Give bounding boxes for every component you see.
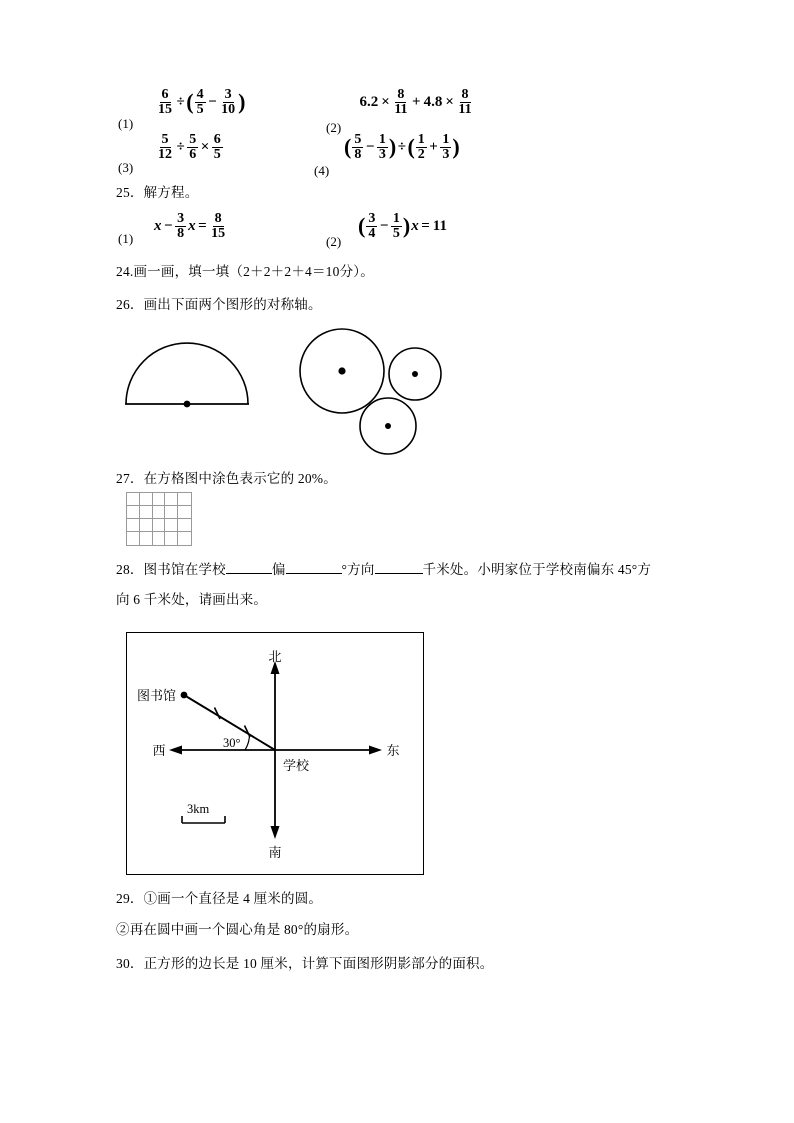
numerator: 3 xyxy=(177,211,185,226)
denominator: 5 xyxy=(196,102,204,118)
equals-op: = xyxy=(198,218,207,235)
grid-cell[interactable] xyxy=(165,493,178,506)
divide-op: ÷ xyxy=(176,139,185,156)
left-paren-2: ( xyxy=(407,133,415,159)
grid-cell[interactable] xyxy=(178,532,191,545)
fraction-3-8 xyxy=(175,212,186,242)
problem-24-heading: 24.画一画，填一填（2＋2＋2＋4＝10分）。 xyxy=(116,264,374,279)
numerator: 1 xyxy=(442,132,450,147)
right-paren-2: ) xyxy=(452,133,460,159)
grid-cell[interactable] xyxy=(153,519,166,532)
equals-op: = xyxy=(421,218,430,235)
denominator: 10 xyxy=(221,102,236,118)
label-east: 东 xyxy=(386,743,400,758)
numerator: 6 xyxy=(161,87,169,102)
denominator: 4 xyxy=(368,226,376,242)
denominator: 5 xyxy=(392,226,400,242)
problem-30-line1: 30．正方形的边长是 10 厘米，计算下面图形阴影部分的面积。 xyxy=(116,956,494,971)
compass-diagram xyxy=(126,632,424,875)
problem-25-heading: 25．解方程。 xyxy=(116,185,199,200)
numerator: 1 xyxy=(417,132,425,147)
fraction-8-11-a xyxy=(392,88,409,118)
problem-28-line1 xyxy=(116,560,651,580)
fraction-1-2 xyxy=(416,133,427,163)
right-paren: ) xyxy=(402,212,411,238)
label-south: 南 xyxy=(268,845,282,860)
figure-semicircle xyxy=(118,340,258,420)
denominator: 2 xyxy=(417,147,425,163)
numerator: 8 xyxy=(461,87,469,102)
denominator: 5 xyxy=(213,147,221,163)
variable-x: x xyxy=(154,218,162,235)
grid-cell[interactable] xyxy=(127,493,140,506)
problem-26-heading: 26．画出下面两个图形的对称轴。 xyxy=(116,297,322,312)
right-paren-1: ) xyxy=(388,133,397,159)
fraction-4-5 xyxy=(195,88,206,118)
p28-text-4: 千米处。小明家位于学校南偏东 45°方 xyxy=(422,562,652,577)
numerator: 8 xyxy=(397,87,405,102)
grid-cell[interactable] xyxy=(127,519,140,532)
numerator: 5 xyxy=(354,132,362,147)
decimal-6-2: 6.2 xyxy=(359,94,379,111)
grid-cell[interactable] xyxy=(140,519,153,532)
denominator: 11 xyxy=(394,102,408,118)
left-paren: ( xyxy=(358,212,366,238)
expression-4 xyxy=(344,133,460,163)
fraction-5-12 xyxy=(156,133,174,163)
label-school: 学校 xyxy=(283,758,310,773)
divide-op: ÷ xyxy=(176,94,185,111)
grid-cell[interactable] xyxy=(178,519,191,532)
p28-text-1: 28．图书馆在学校 xyxy=(116,562,226,577)
fraction-6-5 xyxy=(212,133,223,163)
label-north: 北 xyxy=(268,649,282,664)
grid-cell[interactable] xyxy=(165,532,178,545)
p28-text-2: 偏 xyxy=(271,562,286,577)
fraction-1-3-a xyxy=(377,133,388,163)
eq-label-1: (1) xyxy=(118,231,134,246)
numerator: 4 xyxy=(196,87,204,102)
minus-op: − xyxy=(208,94,217,111)
expr-label-1: (1) xyxy=(118,116,134,131)
denominator: 8 xyxy=(177,226,185,242)
equation-2 xyxy=(358,212,448,242)
left-paren: ( xyxy=(186,88,194,114)
numerator: 1 xyxy=(392,211,400,226)
blank-direction-2[interactable] xyxy=(286,560,342,574)
expr-label-3: (3) xyxy=(118,160,134,175)
expression-1 xyxy=(155,88,245,118)
fraction-1-5 xyxy=(391,212,402,242)
label-scale: 3km xyxy=(187,802,210,816)
fraction-5-8 xyxy=(352,133,363,163)
expr-label-4: (4) xyxy=(314,163,330,178)
grid-cell[interactable] xyxy=(153,506,166,519)
denominator: 8 xyxy=(354,147,362,163)
blank-direction-1[interactable] xyxy=(226,560,272,574)
minus-op: − xyxy=(365,139,375,156)
grid-cell[interactable] xyxy=(165,519,178,532)
denominator: 3 xyxy=(378,147,386,163)
fraction-6-15 xyxy=(156,88,174,118)
variable-x-2: x xyxy=(188,218,196,235)
grid-cell[interactable] xyxy=(153,532,166,545)
expression-3 xyxy=(155,133,224,163)
numerator: 8 xyxy=(214,211,222,226)
fraction-8-15 xyxy=(209,212,227,242)
denominator: 12 xyxy=(158,147,172,163)
p28-text-3: °方向 xyxy=(341,562,375,577)
minus-op: − xyxy=(164,218,173,235)
fraction-3-4 xyxy=(366,212,377,242)
grid-cell[interactable] xyxy=(178,493,191,506)
left-paren-1: ( xyxy=(344,133,352,159)
fraction-3-10 xyxy=(219,88,237,118)
expression-2 xyxy=(358,88,475,118)
multiply-op: × xyxy=(200,139,210,156)
grid-cell[interactable] xyxy=(127,532,140,545)
fraction-5-6 xyxy=(187,133,198,163)
fraction-1-3-b xyxy=(440,133,451,163)
figure-three-circles xyxy=(296,326,456,466)
plus-op: + xyxy=(412,94,421,111)
blank-distance[interactable] xyxy=(375,560,423,574)
label-library: 图书馆 xyxy=(137,688,177,703)
numerator: 5 xyxy=(189,132,197,147)
equation-1 xyxy=(153,212,228,242)
grid-cell[interactable] xyxy=(140,532,153,545)
minus-op: − xyxy=(379,218,389,235)
multiply-op-2: × xyxy=(445,94,454,111)
grid-cell[interactable] xyxy=(153,493,166,506)
grid-cell[interactable] xyxy=(140,493,153,506)
grid-cell[interactable] xyxy=(127,506,140,519)
problem-27-heading: 27．在方格图中涂色表示它的 20%。 xyxy=(116,471,337,486)
plus-op: + xyxy=(429,139,438,156)
denominator: 3 xyxy=(442,147,450,163)
numerator: 3 xyxy=(224,87,232,102)
grid-cell[interactable] xyxy=(165,506,178,519)
denominator: 15 xyxy=(158,102,172,118)
eq-label-2: (2) xyxy=(326,234,342,249)
problem-29-line2: ②再在圆中画一个圆心角是 80°的扇形。 xyxy=(116,922,359,937)
label-angle: 30° xyxy=(223,736,241,750)
grid-cell[interactable] xyxy=(140,506,153,519)
problem-28-line2: 向 6 千米处，请画出来。 xyxy=(116,592,268,607)
numerator: 1 xyxy=(378,132,386,147)
multiply-op: × xyxy=(381,94,390,111)
decimal-4-8: 4.8 xyxy=(423,94,443,111)
denominator: 11 xyxy=(458,102,472,118)
divide-op: ÷ xyxy=(397,139,406,156)
rhs-value: 11 xyxy=(432,218,447,235)
expr-label-2: (2) xyxy=(326,120,342,135)
denominator: 15 xyxy=(211,226,226,242)
numerator: 5 xyxy=(161,132,169,147)
fraction-8-11-b xyxy=(456,88,473,118)
label-west: 西 xyxy=(152,743,166,758)
grid-cell[interactable] xyxy=(178,506,191,519)
numerator: 3 xyxy=(368,211,376,226)
right-paren: ) xyxy=(238,88,246,114)
numerator: 6 xyxy=(213,132,221,147)
problem-29-line1: 29．①画一个直径是 4 厘米的圆。 xyxy=(116,891,323,906)
variable-x: x xyxy=(411,218,419,235)
shading-grid[interactable] xyxy=(126,492,192,546)
denominator: 6 xyxy=(189,147,197,163)
